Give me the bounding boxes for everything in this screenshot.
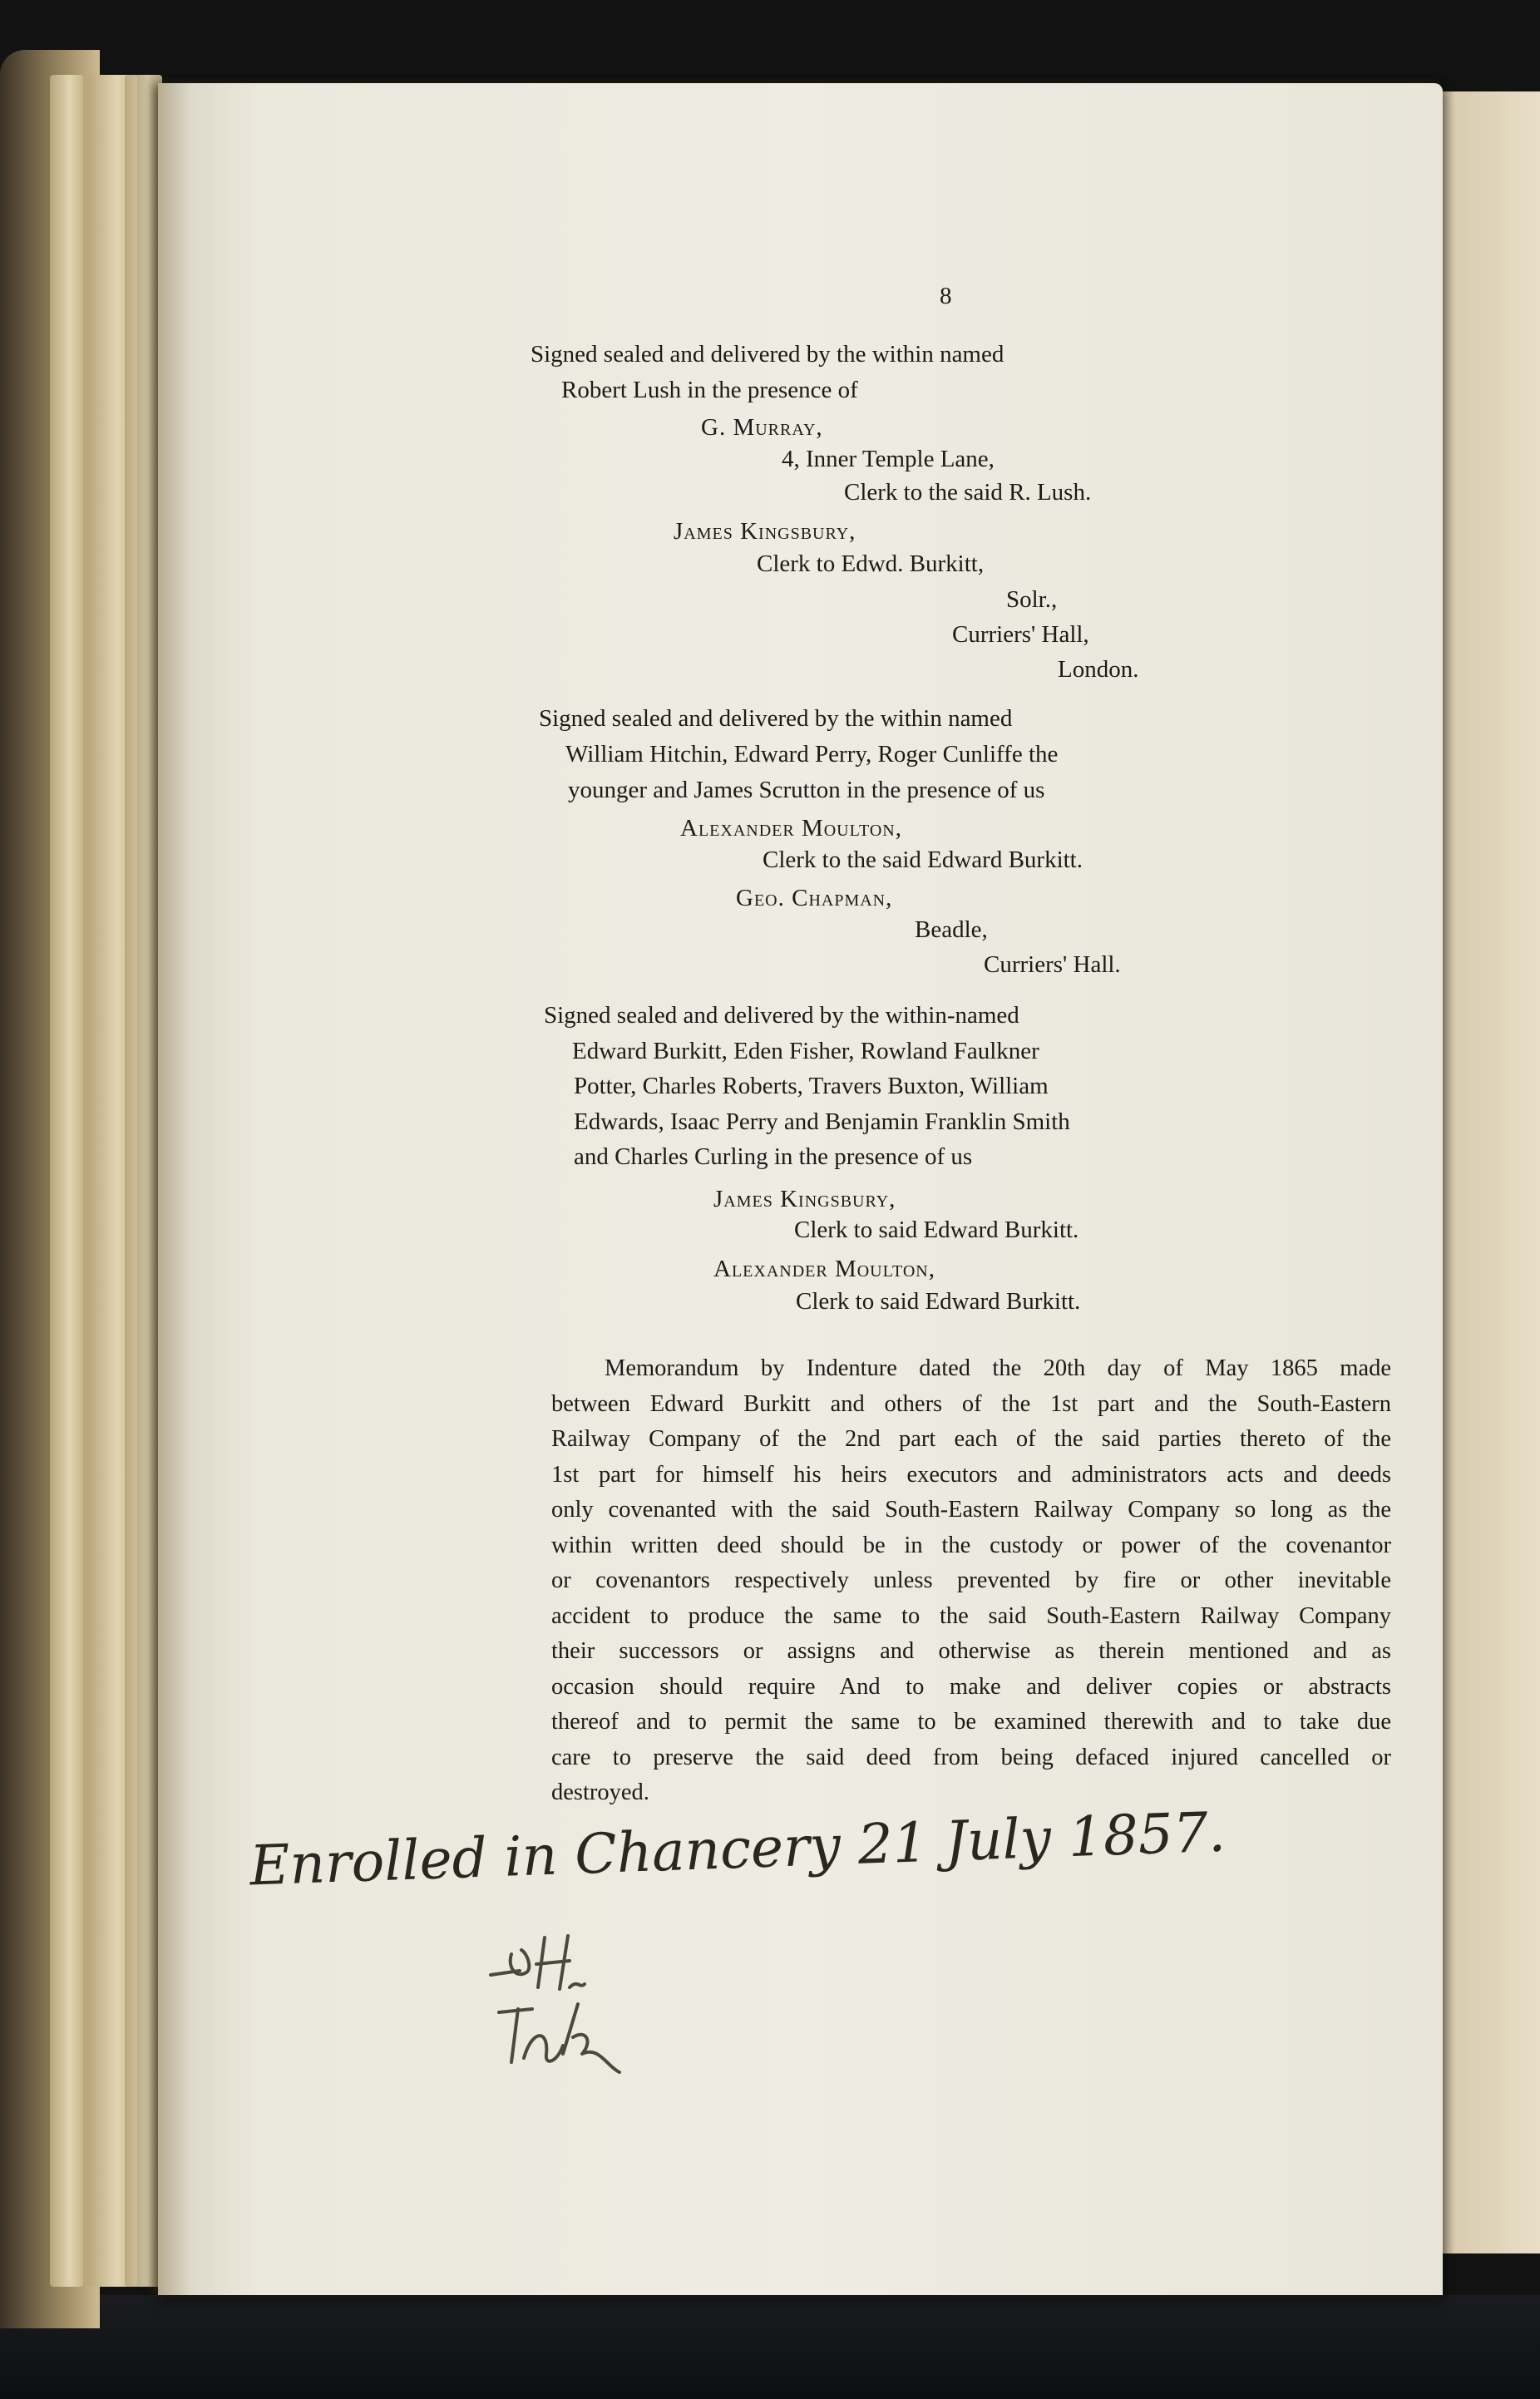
witness-name: Alexander Moulton, [680,815,903,842]
witness-title: Solr., [1006,586,1058,613]
attestation-1-line: Robert Lush in the presence of [561,377,858,403]
witness-role: Beadle, [915,916,988,943]
memorandum-line: thereof and to permit the same to be examined therewith and to take due [551,1709,1391,1735]
binding-cloth [0,2295,1540,2399]
witness-name: Alexander Moulton, [713,1256,936,1282]
memorandum-line: 1st part for himself his heirs executors and administrators acts and deeds [551,1461,1391,1488]
witness-role: Clerk to Edwd. Burkitt, [757,550,985,577]
page-gutter-shadow [158,83,191,2295]
attestation-3-line: Edward Burkitt, Eden Fisher, Rowland Faulkner [572,1038,1039,1064]
attestation-3-line: Edwards, Isaac Perry and Benjamin Franklin Smith [574,1108,1070,1135]
witness-address: 4, Inner Temple Lane, [782,446,995,472]
page-number: 8 [940,283,952,309]
memorandum-line: or covenantors respectively unless prevented by fire or other inevitable [551,1567,1391,1593]
page-stack [50,75,83,2287]
witness-role: Clerk to said Edward Burkitt. [794,1217,1079,1243]
witness-name: Geo. Chapman, [736,885,893,911]
attestation-1-line: Signed sealed and delivered by the within named [531,341,1004,368]
attestation-2-line: younger and James Scrutton in the presence of us [568,777,1045,803]
memorandum-line: within written deed should be in the custody or power of the covenantor [551,1532,1391,1558]
witness-name: James Kingsbury, [674,518,856,545]
attestation-2-line: Signed sealed and delivered by the within named [539,705,1013,732]
attestation-3-line: and Charles Curling in the presence of us [574,1143,973,1170]
memorandum-line: care to preserve the said deed from being defaced injured cancelled or [551,1744,1391,1770]
attestation-2-line: William Hitchin, Edward Perry, Roger Cunliffe the [565,741,1059,768]
memorandum-line: Railway Company of the 2nd part each of the said parties thereto of the [551,1426,1391,1452]
witness-role: Clerk to the said R. Lush. [844,479,1092,506]
page-stack [125,75,162,2287]
memorandum-line: their successors or assigns and otherwise as therein mentioned and as [551,1638,1391,1664]
witness-place: Curriers' Hall. [984,951,1121,978]
witness-place: Curriers' Hall, [952,621,1089,648]
witness-name: James Kingsbury, [713,1186,896,1212]
witness-role: Clerk to the said Edward Burkitt. [763,847,1083,873]
handwritten-enrolment-note: Enrolled in Chancery 21 July 1857. [249,1799,1227,1898]
memorandum-line: only covenanted with the said South-Eastern Railway Company so long as the [551,1497,1391,1523]
witness-city: London. [1058,656,1139,683]
memorandum-paragraph [551,1351,1391,1811]
witness-role: Clerk to said Edward Burkitt. [796,1288,1081,1315]
memorandum-line: accident to produce the same to the said South-Eastern Railway Company [551,1602,1391,1629]
memorandum-line: destroyed. [551,1780,649,1805]
memorandum-line: occasion should require And to make and deliver copies or abstracts [551,1673,1391,1700]
handwritten-signature [486,1929,628,2087]
witness-name: G. Murray, [701,414,823,441]
facing-page [1426,91,1540,2253]
attestation-3-line: Potter, Charles Roberts, Travers Buxton, William [574,1073,1049,1099]
memorandum-line: Memorandum by Indenture dated the 20th day of May 1865 made [605,1355,1391,1381]
memorandum-line: between Edward Burkitt and others of the 1st part and the South-Eastern [551,1390,1391,1417]
attestation-3-line: Signed sealed and delivered by the within-named [544,1002,1019,1029]
